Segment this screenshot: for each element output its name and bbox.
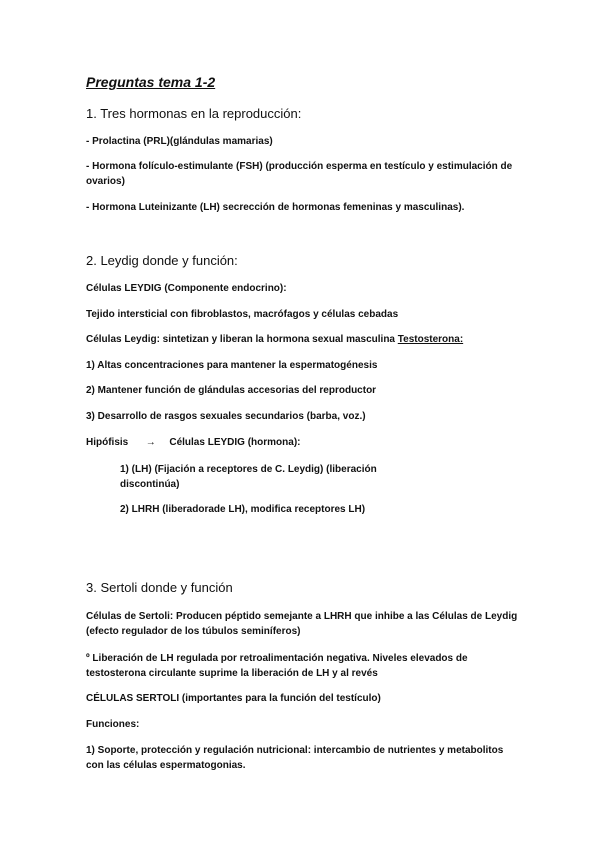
s3-sertoli-cells: Células de Sertoli: Producen péptido semejante a LHRH que inhibe a las Células de Leydig (efecto regulador de los túbulos seminíferos) <box>86 611 518 637</box>
s2-hipofisis-line <box>86 435 300 450</box>
s2-testosterona: Testosterona: <box>397 334 464 345</box>
s2-function-1: 1) Altas concentraciones para mantener la espermatogénesis <box>86 360 378 371</box>
s2-leydig-hormona: Células LEYDIG (hormona): <box>169 437 301 448</box>
s2-sub-lh: 1) (LH) (Fijación a receptores de C. Leydig) (liberación discontinúa) <box>120 464 377 490</box>
page-title: Preguntas tema 1-2 <box>86 74 216 90</box>
s2-hipofisis: Hipófisis <box>86 437 129 448</box>
s2-tissue: Tejido intersticial con fibroblastos, macrófagos y células cebadas <box>86 309 399 320</box>
s3-lh-regulation: º Liberación de LH regulada por retroalimentación negativa. Niveles elevados de testosterona circulante suprime la liberación de LH y al revés <box>86 653 468 679</box>
s1-item-fsh: - Hormona folículo-estimulante (FSH) (producción esperma en testículo y estimulación de ovarios) <box>86 161 513 187</box>
section-3-heading: 3. Sertoli donde y función <box>86 580 233 595</box>
s1-item-prolactina: - Prolactina (PRL)(glándulas mamarias) <box>86 136 273 147</box>
section-1-heading: 1. Tres hormonas en la reproducción: <box>86 106 302 121</box>
arrow-right-icon: → <box>145 437 156 448</box>
s2-leydig-description <box>86 332 463 347</box>
s2-leydig-text: Células Leydig: sintetizan y liberan la hormona sexual masculina <box>86 334 398 345</box>
s2-leydig-cells: Células LEYDIG (Componente endocrino): <box>86 283 287 294</box>
s2-function-3: 3) Desarrollo de rasgos sexuales secundarios (barba, voz.) <box>86 411 366 422</box>
s2-sub-lhrh: 2) LHRH (liberadorade LH), modifica receptores LH) <box>120 504 366 515</box>
section-2-heading: 2. Leydig donde y función: <box>86 253 238 268</box>
s3-sertoli-importance: CÉLULAS SERTOLI (importantes para la función del testículo) <box>86 693 381 704</box>
s3-function-1: 1) Soporte, protección y regulación nutricional: intercambio de nutrientes y metabolitos con las células espermatogonias. <box>86 745 504 771</box>
s1-item-lh: - Hormona Luteinizante (LH) secrección de hormonas femeninas y masculinas). <box>86 202 465 213</box>
s2-function-2: 2) Mantener función de glándulas accesorias del reproductor <box>86 385 377 396</box>
s3-funciones-label: Funciones: <box>86 719 140 730</box>
